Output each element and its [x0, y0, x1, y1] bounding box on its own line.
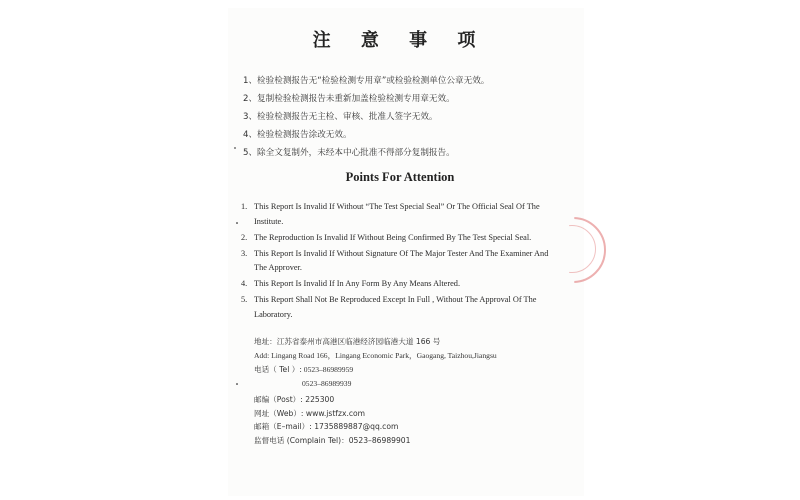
item-text: This Report Is Invalid If Without “The Test Special Seal” Or The Official Seal Of The Institute. — [254, 202, 540, 226]
english-title: Points For Attention — [345, 170, 455, 184]
item-number: 1. — [241, 202, 248, 211]
item-text: This Report Is Invalid If Without Signature Of The Major Tester And The Examiner And The Approver. — [254, 248, 549, 272]
english-notice-item — [241, 200, 559, 229]
address-english: Add: Lingang Road 166，Lingang Economic Park，Gaogang, Taizhou,Jiangsu — [254, 350, 497, 360]
english-notice-item — [241, 293, 559, 322]
chinese-notice-item: 4、检验检测报告涂改无效。 — [243, 130, 352, 140]
chinese-notice-item: 3、检验检测报告无主检、审核、批准人签字无效。 — [243, 112, 438, 122]
chinese-notice-item: 1、检验检测报告无“检验检测专用章”或检验检测单位公章无效。 — [243, 76, 490, 86]
item-text: This Report Is Invalid If In Any Form By Any Means Altered. — [254, 279, 461, 288]
item-number: 3. — [241, 248, 248, 258]
item-number: 4. — [241, 279, 248, 288]
chinese-notice-list — [243, 72, 573, 162]
english-notice-list — [241, 200, 559, 324]
postcode: 邮编（Post）: 225300 — [254, 394, 335, 404]
contact-block — [254, 335, 574, 448]
telephone-label: 电话（ Tel ）: — [254, 364, 302, 374]
item-text: This Report Shall Not Be Reproduced Except In Full , Without The Approval Of The Laboratory. — [254, 295, 537, 319]
scan-speck — [236, 383, 238, 385]
telephone-number-1: 0523–86989959 — [303, 364, 354, 374]
website: 网址（Web）: www.jstfzx.com — [254, 408, 366, 418]
item-number: 5. — [241, 295, 248, 304]
item-text: The Reproduction Is Invalid If Without Being Confirmed By The Test Special Seal. — [254, 232, 532, 242]
address-chinese: 地址：江苏省泰州市高港区临港经济园临港大道 166 号 — [254, 337, 441, 346]
chinese-notice-item: 2、复制检验检测报告未重新加盖检验检测专用章无效。 — [243, 94, 455, 104]
english-notice-item — [241, 277, 559, 292]
telephone-row — [254, 363, 574, 377]
english-notice-item — [241, 231, 559, 246]
chinese-notice-item: 5、除全文复制外，未经本中心批准不得部分复制报告。 — [243, 148, 455, 158]
item-number: 2. — [241, 232, 248, 242]
chinese-title: 注 意 事 项 — [312, 30, 488, 51]
email: 邮箱（E–mail）: 1735889887@qq.com — [254, 422, 399, 432]
scan-speck — [234, 147, 236, 149]
telephone-number-2: 0523–86989939 — [302, 378, 352, 388]
scan-speck — [236, 222, 238, 224]
english-notice-item — [241, 247, 559, 276]
complaint-telephone: 监督电话 (Complain Tel)：0523–86989901 — [254, 436, 411, 446]
